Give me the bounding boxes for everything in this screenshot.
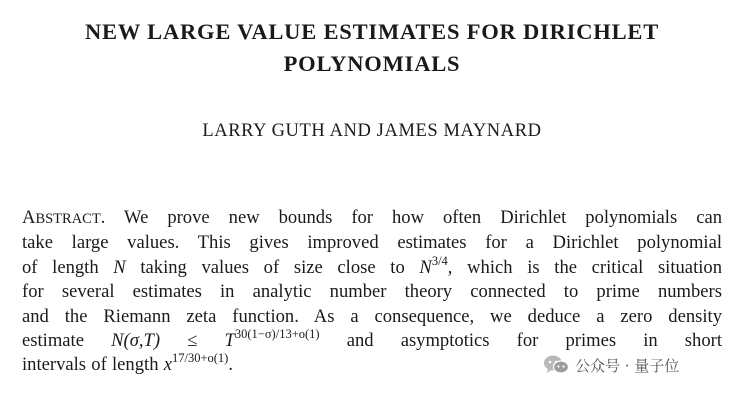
abstract-line-6: estimate $N(\sigma,T) \le T^{30(1-\sigma)/13+o(1)}$ and asymptotics for primes in short: [22, 327, 722, 352]
watermark: [543, 352, 679, 378]
abstract-line-2: take large values. This gives improved estimates for a Dirichlet polynomial: [22, 232, 722, 254]
abstract-line-5: and the Riemann zeta function. As a consequence, we deduce a zero density: [22, 305, 722, 327]
paper-authors: LARRY GUTH AND JAMES MAYNARD: [202, 121, 542, 141]
exponent-3-4: 3/4: [431, 253, 448, 268]
abstract-line-1: ABSTRACT. We prove new bounds for how often Dirichlet polynomials can: [22, 207, 722, 228]
paper-title-line-2: POLYNOMIALS: [283, 51, 461, 76]
interval-exponent: 17/30+o(1): [172, 351, 229, 366]
paper-title-line-1: NEW LARGE VALUE ESTIMATES FOR DIRICHLET: [84, 19, 660, 44]
abstract-line-3: of length N taking values of size close to $N^{3/4}$, which is the critical situation: [22, 253, 722, 278]
watermark-text: 公众号 · 量子位: [575, 356, 680, 375]
math-x: x: [163, 354, 172, 376]
paper-title: [0, 16, 744, 80]
zero-density-estimate: N(σ,T) ≤ T: [111, 330, 235, 352]
math-N: N: [113, 256, 126, 278]
wechat-icon: [543, 354, 569, 376]
abstract-label: ABSTRACT.: [22, 207, 106, 228]
abstract-line-4: for several estimates in analytic number theory connected to prime numbers: [22, 281, 722, 303]
abstract-line-7: intervals of length $x^{17/30+o(1)}$.: [22, 351, 234, 376]
math-N-power: N: [419, 256, 432, 278]
zero-density-exponent: 30(1−σ)/13+o(1): [234, 327, 320, 342]
